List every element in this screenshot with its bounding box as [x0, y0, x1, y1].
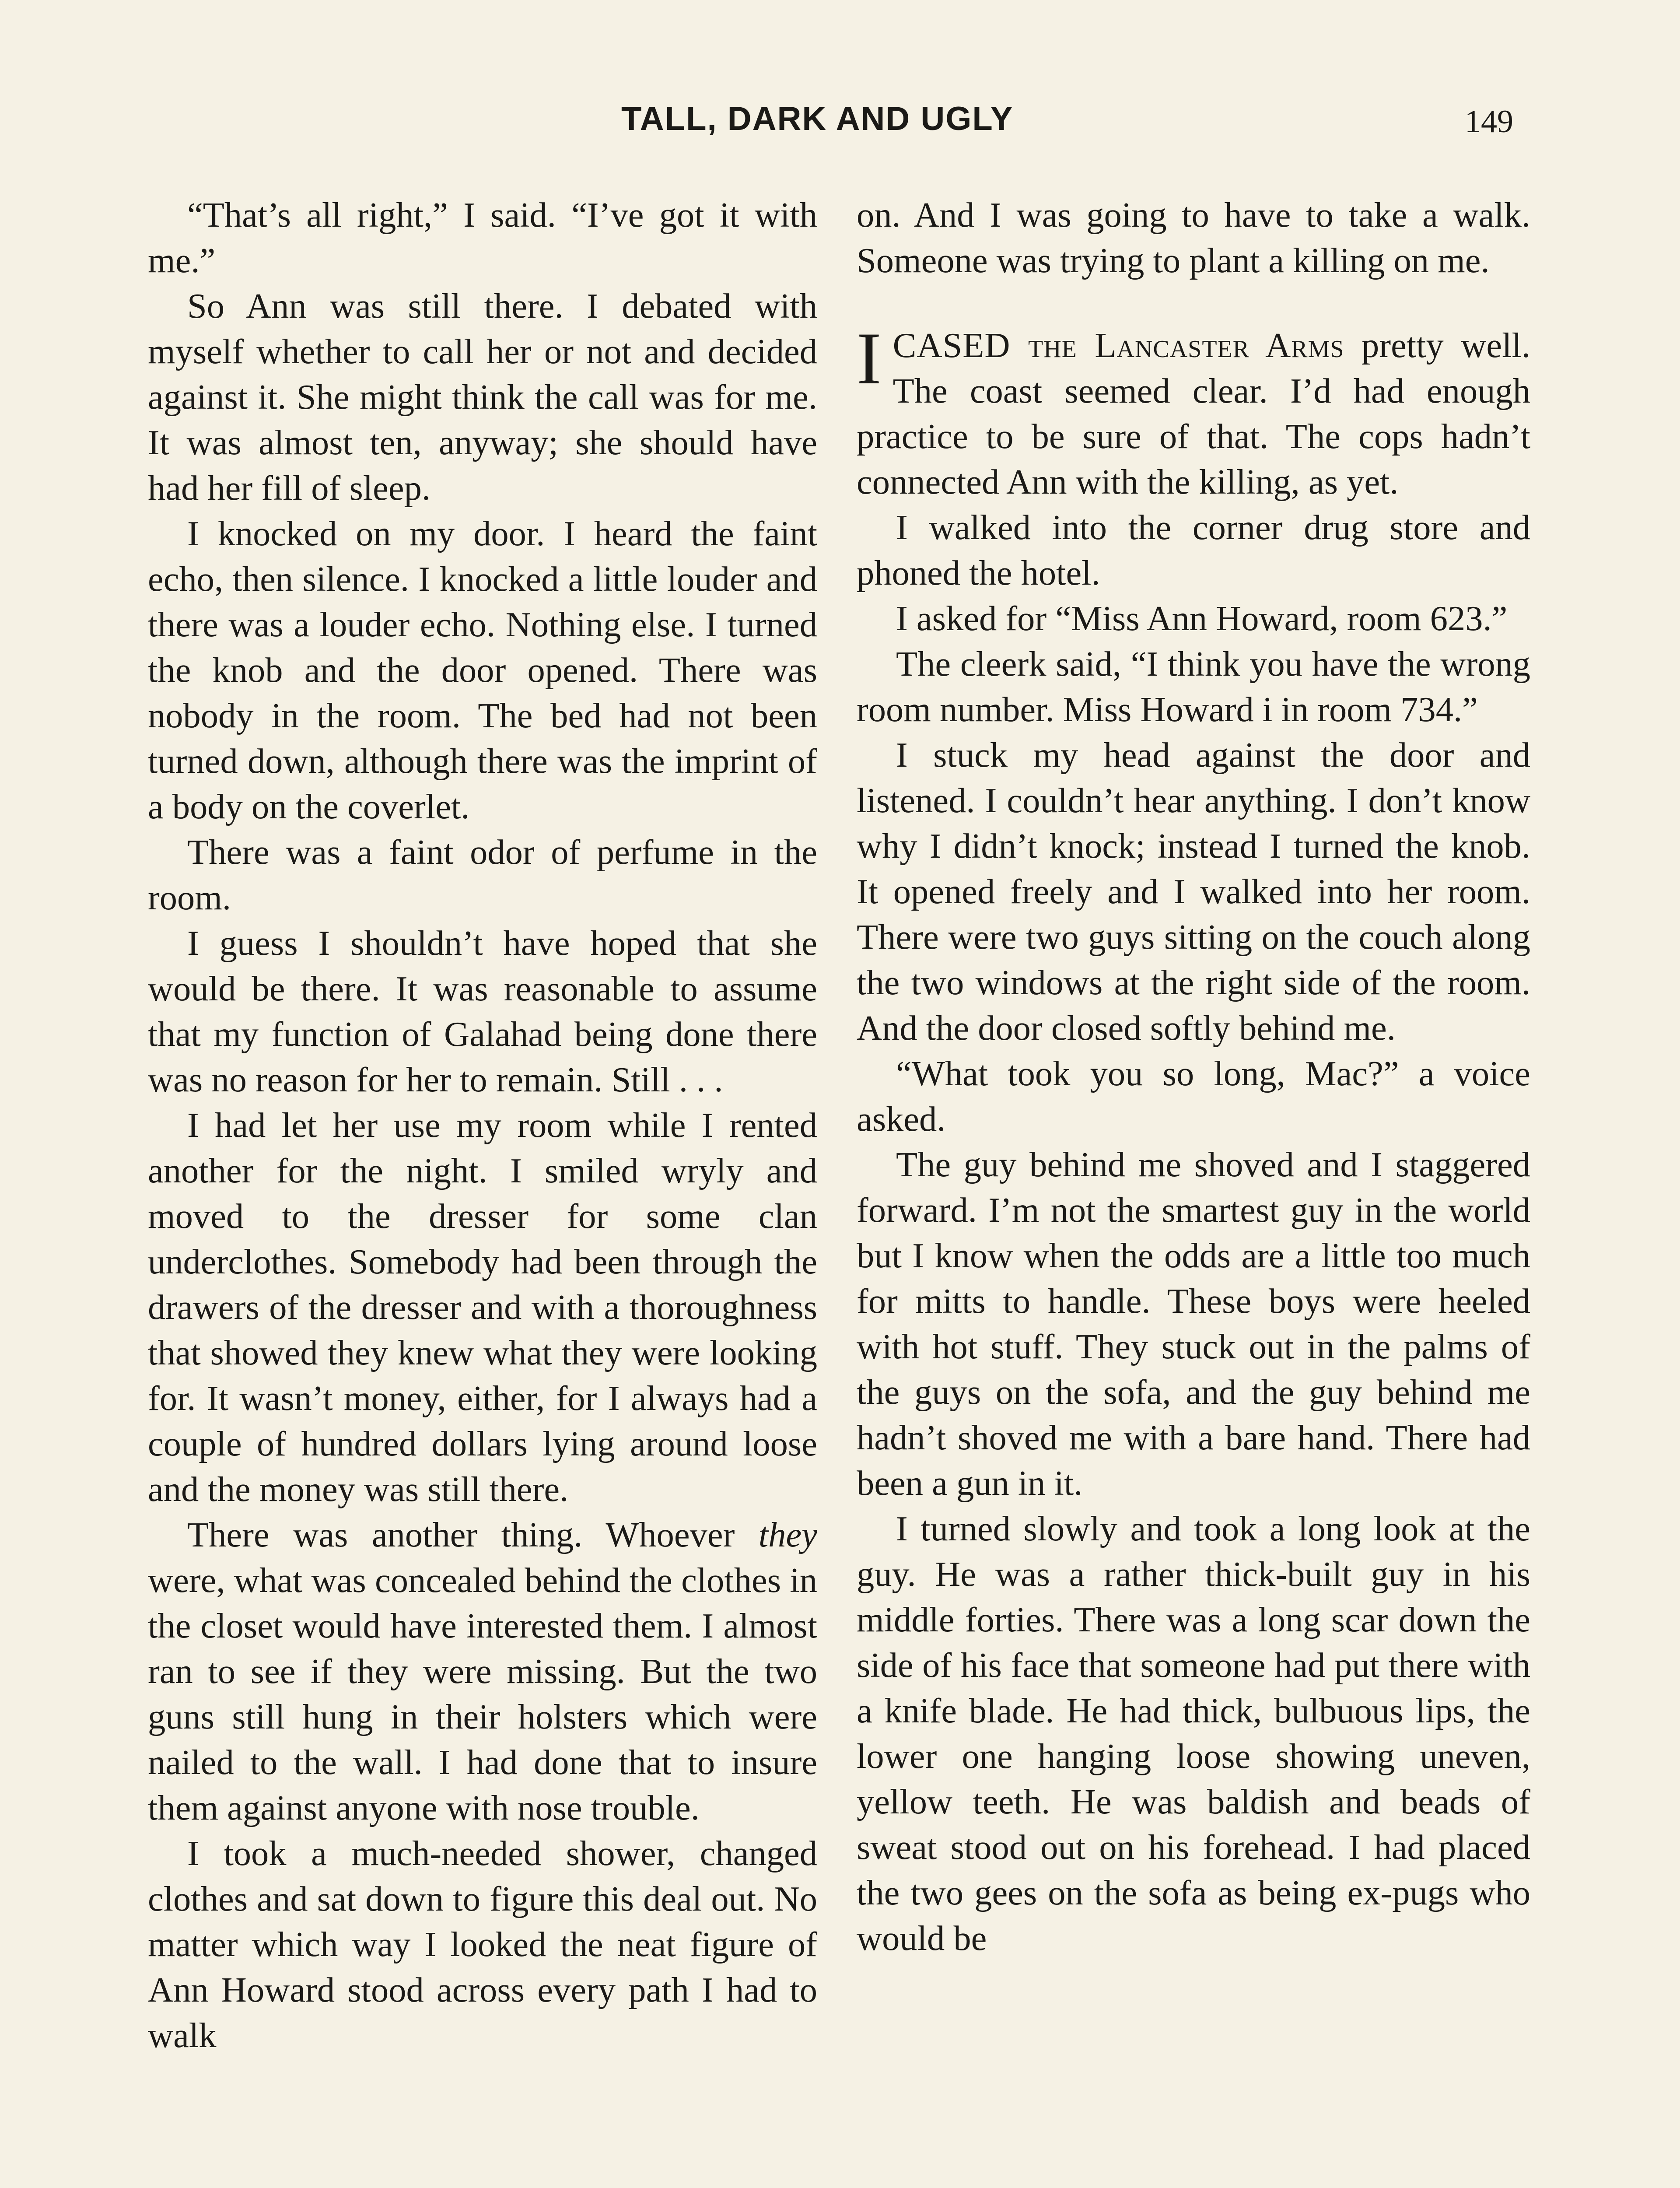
page-number: 149: [1465, 104, 1513, 140]
paragraph: So Ann was still there. I debated with myself whether to call her or not and decided against it. She might think the call was for me. It was almost ten, anyway; she should have had her fill of sleep.: [148, 287, 817, 508]
paragraph: I turned slowly and took a long look at the guy. He was a rather thick-built guy in his middle forties. There was a long scar down the side of his face that someone had put there with a knife blade. He had thick, bulbuous lips, the lower one hanging loose showing uneven, yellow teeth. He was baldish and beads of sweat stood out on his forehead. I had placed the two gees on the sofa as being ex-pugs who would be: [857, 1509, 1530, 1958]
paragraph: I walked into the corner drug store and phoned the hotel.: [857, 508, 1530, 593]
section-lead-in: CASED the Lancaster Arms: [892, 326, 1344, 365]
section-opening-paragraph: [857, 317, 1530, 505]
paragraph: I knocked on my door. I heard the faint echo, then silence. I knocked a little louder and there was a louder echo. Nothing else. I turned the knob and the door opened. There was nobody in the room. The bed had not been turned down, although there was the imprint of a body on the coverlet.: [148, 514, 817, 826]
paragraph-text: were, what was concealed behind the clothes in the closet would have interested them. I almost ran to see if they were missing. But the two guns still hung in their holsters which were nailed to the wall. I had done that to insure them against anyone with nose trouble.: [148, 1561, 817, 1827]
emphasized-word: they: [758, 1515, 817, 1554]
paragraph: The cleerk said, “I think you have the wrong room number. Miss Howard i in room 734.”: [857, 645, 1530, 729]
running-head-title: TALL, DARK AND UGLY: [621, 100, 1014, 137]
paragraph: I asked for “Miss Ann Howard, room 623.”: [896, 599, 1508, 638]
paragraph: I had let her use my room while I rented another for the night. I smiled wryly and moved to the dresser for some clan underclothes. Somebody had been through the drawers of the dresser and with a thoroughness that showed they knew what they were looking for. It wasn’t money, either, for I always had a couple of hundred dollars lying around loose and the money was still there.: [148, 1106, 817, 1509]
left-column: [148, 193, 817, 2058]
paragraph-text: pretty well. The coast seemed clear. I’d had enough practice to be sure of that. The cops hadn’t connected Ann with the killing, as yet.: [857, 326, 1530, 501]
paragraph: I stuck my head against the door and listened. I couldn’t hear anything. I don’t know why I didn’t knock; instead I turned the knob. It opened freely and I walked into her room. There were two guys sitting on the couch along the two windows at the right side of the room. And the door closed softly behind me.: [857, 736, 1530, 1048]
paragraph: There was a faint odor of perfume in the room.: [148, 833, 817, 917]
paragraph-continuation: on. And I was going to have to take a walk. Someone was trying to plant a killing on me.: [857, 196, 1530, 280]
paragraph: [148, 1512, 817, 1831]
paragraph: I took a much-needed shower, changed clothes and sat down to figure this deal out. No matter which way I looked the neat figure of Ann Howard stood across every path I had to walk: [148, 1834, 817, 2055]
paragraph-text: There was another thing. Whoever: [187, 1515, 759, 1554]
right-column: [857, 193, 1530, 1961]
drop-cap: I: [857, 317, 882, 400]
paragraph: I guess I shouldn’t have hoped that she would be there. It was reasonable to assume that my function of Galahad being done there was no reason for her to remain. Still . . .: [148, 924, 817, 1099]
paragraph: “What took you so long, Mac?” a voice asked.: [857, 1054, 1530, 1139]
paragraph: “That’s all right,” I said. “I’ve got it with me.”: [148, 196, 817, 280]
paragraph: The guy behind me shoved and I staggered forward. I’m not the smartest guy in the world but I know when the odds are a little too much for mitts to handle. These boys were heeled with hot stuff. They stuck out in the palms of the guys on the sofa, and the guy behind me hadn’t shoved me with a bare hand. There had been a gun in it.: [857, 1145, 1530, 1503]
